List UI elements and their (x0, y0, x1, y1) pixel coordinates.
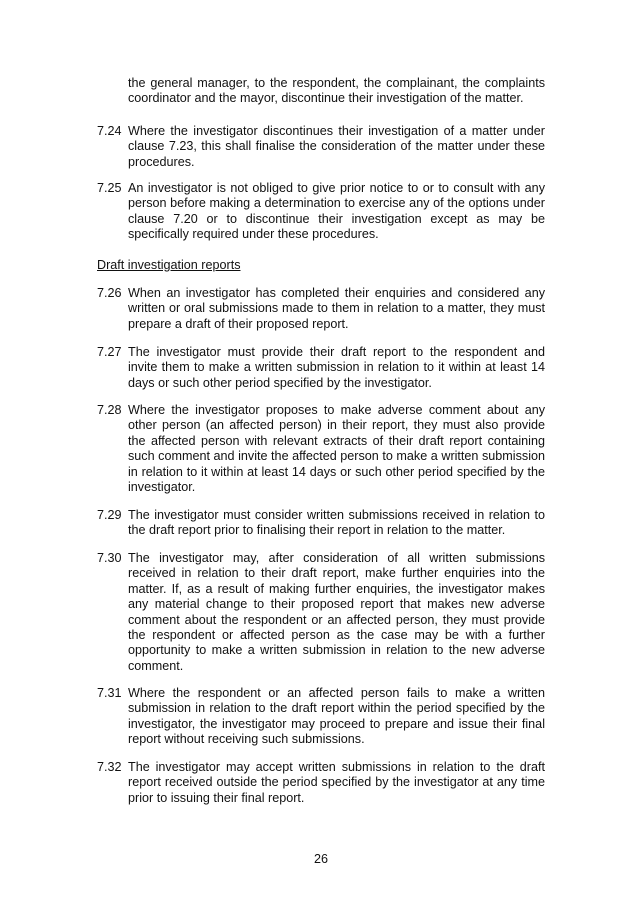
clause-number: 7.27 (97, 345, 122, 359)
clause-7-30 (97, 551, 545, 674)
clause-number: 7.28 (97, 403, 122, 417)
clause-number: 7.31 (97, 686, 122, 700)
clause-text: Where the investigator discontinues their investigation of a matter under clause 7.23, this shall finalise the consideration of the matter under these procedures. (128, 124, 545, 169)
clause-7-24 (97, 124, 545, 170)
clause-text: The investigator may accept written submissions in relation to the draft report received outside the period specified by the investigator at any time prior to issuing their final report. (128, 760, 545, 805)
clause-number: 7.25 (97, 181, 122, 195)
clause-text: The investigator may, after consideration of all written submissions received in relation to their draft report, make further enquiries into the matter. If, as a result of making further enquiries, the investigator makes any material change to their proposed report that makes new adverse comment about the respondent or an affected person, they must provide the respondent or affected person as the case may be with a further opportunity to make a written submission in relation to the new adverse comment. (128, 551, 545, 673)
clause-text: The investigator must provide their draft report to the respondent and invite them to make a written submission in relation to it within at least 14 days or such other period specified by the investigator. (128, 345, 545, 390)
clause-text: When an investigator has completed their enquiries and considered any written or oral submissions made to them in relation to a matter, they must prepare a draft of their proposed report. (128, 286, 545, 331)
clause-7-31 (97, 686, 545, 748)
section-heading: Draft investigation reports (97, 258, 241, 272)
page-number: 26 (313, 852, 328, 866)
clause-7-25 (97, 181, 545, 243)
clause-number: 7.30 (97, 551, 122, 565)
clause-number: 7.29 (97, 508, 122, 522)
clause-7-29 (97, 508, 545, 539)
clause-7-32 (97, 760, 545, 806)
clause-text: The investigator must consider written submissions received in relation to the draft report prior to finalising their report in relation to the matter. (128, 508, 545, 538)
clause-number: 7.26 (97, 286, 122, 300)
clause-text: Where the respondent or an affected person fails to make a written submission in relation to the draft report within the period specified by the investigator, the investigator may proceed to prepare and issue their final report without receiving such submissions. (128, 686, 545, 747)
continuation-paragraph: the general manager, to the respondent, the complainant, the complaints coordinator and the mayor, discontinue their investigation of the matter. (128, 76, 545, 106)
clause-text: An investigator is not obliged to give prior notice to or to consult with any person before making a determination to exercise any of the options under clause 7.20 or to discontinue their investigation except as may be specifically required under these procedures. (128, 181, 545, 242)
clause-number: 7.24 (97, 124, 122, 138)
clause-text: Where the investigator proposes to make adverse comment about any other person (an affected person) in their report, they must also provide the affected person with relevant extracts of their draft report containing such comment and invite the affected person to make a written submission in relation to it within at least 14 days or such other period specified by the investigator. (128, 403, 545, 495)
clause-number: 7.32 (97, 760, 122, 774)
clause-7-28 (97, 403, 545, 495)
clause-7-26 (97, 286, 545, 332)
clause-7-27 (97, 345, 545, 391)
